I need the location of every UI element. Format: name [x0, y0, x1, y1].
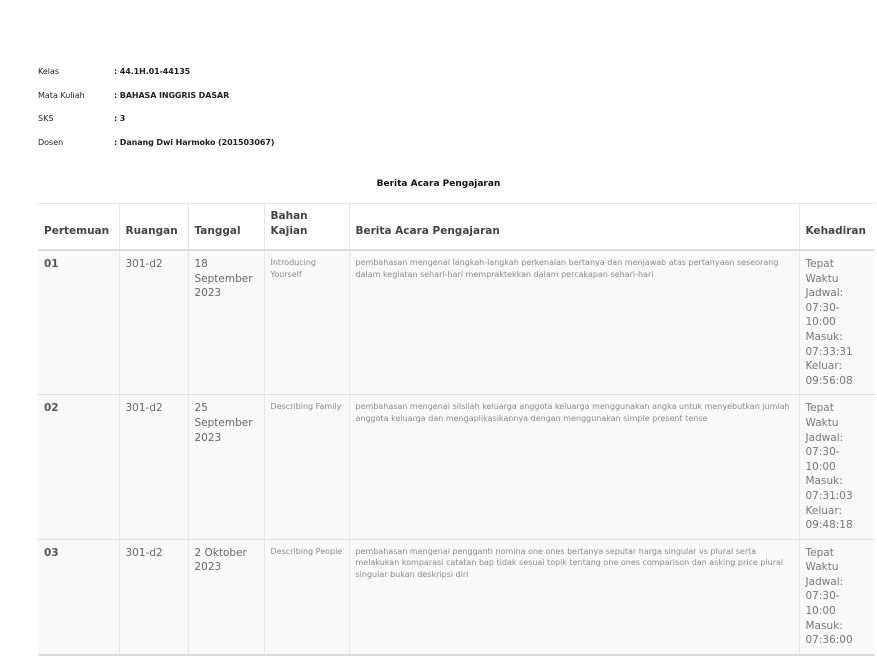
- info-label: SKS: [38, 114, 54, 124]
- column-header-ruangan: Ruangan: [119, 204, 188, 251]
- kehadiran-line: Masuk:: [805, 619, 843, 632]
- column-header-bahan-kajian: Bahan Kajian: [264, 204, 349, 251]
- info-label: Mata Kuliah: [38, 90, 85, 100]
- cell-bahan-kajian: Describing Family: [264, 395, 349, 539]
- teaching-report-table: [38, 203, 875, 656]
- kehadiran-line: 07:31:03: [805, 489, 853, 502]
- report-title: Berita Acara Pengajaran: [376, 179, 501, 189]
- column-header-berita-acara: Berita Acara Pengajaran: [349, 204, 799, 251]
- kehadiran-line: Masuk:: [805, 475, 843, 488]
- cell-kehadiran: [799, 250, 875, 395]
- kehadiran-line: Keluar:: [805, 504, 842, 517]
- cell-tanggal: 18 September 2023: [188, 250, 264, 395]
- info-value: : 44.1H.01-44135: [114, 67, 191, 77]
- cell-ruangan: 301-d2: [119, 395, 188, 539]
- cell-tanggal: 2 Oktober 2023: [188, 539, 264, 655]
- cell-bahan-kajian: Describing People: [264, 539, 349, 655]
- kehadiran-line: Jadwal:: [805, 575, 844, 588]
- cell-pertemuan: 02: [38, 395, 119, 539]
- cell-kehadiran: [799, 395, 875, 539]
- cell-berita-acara: pembahasan mengenai pengganti nomina one ones bertanya seputar harga singular vs plural serta melakukan komparasi catatan bap tidak sesuai topik tentang one ones comparison dan asking price plural singular bukan deskripsi diri: [349, 539, 799, 655]
- info-value: : Danang Dwi Harmoko (201503067): [114, 137, 275, 147]
- info-value: : BAHASA INGGRIS DASAR: [114, 90, 230, 100]
- kehadiran-line: Keluar:: [805, 360, 842, 373]
- kehadiran-line: Jadwal:: [805, 287, 844, 300]
- table-header-row: [38, 204, 875, 251]
- kehadiran-line: 07:36:00: [805, 634, 853, 647]
- cell-bahan-kajian: Introducing Yourself: [264, 250, 349, 395]
- info-label: Dosen: [38, 137, 64, 147]
- cell-tanggal: 25 September 2023: [188, 395, 264, 539]
- info-value: : 3: [114, 114, 126, 124]
- cell-pertemuan: 01: [38, 250, 119, 395]
- info-row-kelas: [38, 60, 538, 84]
- table-row: [38, 395, 875, 539]
- kehadiran-line: Masuk:: [805, 330, 843, 343]
- kehadiran-status: Tepat Waktu: [805, 546, 839, 574]
- column-header-pertemuan: Pertemuan: [38, 204, 119, 251]
- kehadiran-line: 07:33:31: [805, 345, 853, 358]
- kehadiran-status: Tepat Waktu: [805, 258, 839, 285]
- column-header-kehadiran: Kehadiran: [799, 204, 875, 251]
- cell-ruangan: 301-d2: [119, 250, 188, 395]
- cell-pertemuan: 03: [38, 539, 119, 655]
- info-label: Kelas: [38, 67, 60, 77]
- cell-berita-acara: pembahasan mengenai langkah-langkah perkenalan bertanya dan menjawab atas pertanyaan seseorang dalam kegiatan sehari-hari mempraktekkan dalam percakapan sehari-hari: [349, 250, 799, 395]
- kehadiran-line: 09:48:18: [805, 519, 853, 532]
- cell-ruangan: 301-d2: [119, 539, 188, 655]
- course-info: [38, 60, 538, 154]
- kehadiran-line: Jadwal:: [805, 431, 844, 444]
- info-row-sks: [38, 107, 538, 131]
- info-row-dosen: [38, 131, 538, 155]
- kehadiran-status: Tepat Waktu: [805, 402, 839, 429]
- table-row: [38, 250, 875, 395]
- kehadiran-line: 07:30-10:00: [805, 301, 840, 329]
- cell-berita-acara: pembahasan mengenai silsilah keluarga anggota keluarga menggunakan angka untuk menyebutkan jumlah anggota keluarga dan mengaplikasikannya dengan menggunakan simple present tense: [349, 395, 799, 539]
- kehadiran-line: 07:30-10:00: [805, 590, 840, 618]
- kehadiran-line: 09:56:08: [805, 374, 853, 387]
- info-row-mata-kuliah: [38, 84, 538, 108]
- kehadiran-line: 07:30-10:00: [805, 446, 840, 473]
- cell-kehadiran: [799, 539, 875, 655]
- table-row: [38, 539, 875, 655]
- column-header-tanggal: Tanggal: [188, 204, 264, 251]
